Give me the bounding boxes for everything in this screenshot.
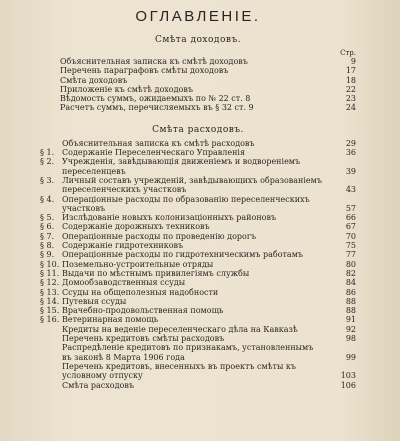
toc-entry-text: Содержаніе гидротехниковъ <box>62 241 184 251</box>
page-column-header-row <box>40 49 356 57</box>
toc-entry-page: 18 <box>345 75 356 85</box>
toc-entry-number: § 2. <box>40 157 55 167</box>
toc-entry-number: § 13. <box>40 287 60 297</box>
toc-entry-text: Содержаніе дорожныхъ техниковъ <box>62 222 210 232</box>
toc-entry <box>40 288 356 297</box>
toc-entry-page: 67 <box>345 222 356 232</box>
section-title: Смѣта расходовъ. <box>152 124 244 135</box>
section-expenses <box>40 125 356 390</box>
toc-entry-text: Операціонные расходы по гидротехническимъ работамъ <box>62 250 304 260</box>
toc-entry-text: Смѣта расходовъ <box>62 380 134 390</box>
toc-entry-text: Операціонные расходы по образованію переселенческихъ участковъ <box>62 194 310 213</box>
toc-entry-number: § 3. <box>40 175 55 185</box>
toc-list-expenses <box>40 139 356 390</box>
toc-entry-number: § 6. <box>40 222 55 232</box>
toc-entry <box>40 222 356 231</box>
toc-entry-text: Объяснительная записка къ смѣтѣ доходовъ <box>60 57 248 66</box>
section-title: Смѣта доходовъ. <box>154 35 242 45</box>
toc-entry-page: 17 <box>345 66 356 76</box>
toc-entry <box>40 260 356 269</box>
toc-entry-text: Личный составъ учрежденій, завѣдывающихъ образованіемъ переселенческихъ участковъ <box>62 175 322 195</box>
toc-entry-text: Поземельно-устроительные отряды <box>62 259 214 269</box>
toc-entry-page: 106 <box>340 380 356 390</box>
toc-entry-page: 24 <box>345 103 356 113</box>
toc-entry-text: Вѣдомость суммъ, ожидаемыхъ по № 22 ст. 8 <box>60 94 251 104</box>
toc-entry-text: Распредѣленіе кредитовъ по признакамъ, установленнымъ въ законѣ 8 Марта 1906 года <box>62 343 314 362</box>
toc-entry <box>40 176 356 195</box>
section-income <box>40 35 356 113</box>
toc-entry <box>40 269 356 278</box>
toc-entry-page: 99 <box>345 352 356 362</box>
toc-entry-page: 9 <box>350 57 356 66</box>
toc-entry-text: Объяснительная записка къ смѣтѣ расходовъ <box>62 138 255 148</box>
toc-entry-text: Смѣта доходовъ <box>60 75 128 85</box>
toc-entry-number: § 11. <box>40 268 60 278</box>
toc-entry-text: Ветеринарная помощь <box>62 315 159 325</box>
toc-entry-page: 23 <box>345 94 356 104</box>
toc-entry-page: 22 <box>345 84 356 94</box>
toc-entry-text: Путевыя ссуды <box>62 296 127 306</box>
toc-entry-number: § 9. <box>40 250 55 260</box>
toc-entry-number: § 16. <box>40 315 60 325</box>
toc-entry <box>40 297 356 306</box>
toc-entry <box>40 250 356 259</box>
toc-entry <box>40 241 356 250</box>
toc-entry-page: 92 <box>345 324 356 334</box>
toc-entry <box>40 195 356 214</box>
toc-entry-page: 88 <box>345 296 356 306</box>
toc-entry-number: § 14. <box>40 296 60 306</box>
toc-entry-page: 82 <box>345 268 356 278</box>
toc-entry-text: Перечень кредитовъ, внесенныхъ въ проектъ смѣты къ условному отпуску <box>62 361 296 381</box>
toc-entry-page: 75 <box>345 241 356 251</box>
toc-entry-text: Расчетъ суммъ, перечисляемыхъ въ § 32 ст. 9 <box>60 103 254 113</box>
toc-entry-text: Выдачи по мѣстнымъ привилегіямъ службы <box>62 268 250 278</box>
toc-entry <box>40 148 356 157</box>
toc-entry <box>40 94 356 103</box>
toc-entry-number: § 10. <box>40 259 60 269</box>
toc-entry-number: § 4. <box>40 194 55 204</box>
toc-entry-page: 39 <box>345 166 356 176</box>
toc-entry <box>40 278 356 287</box>
toc-entry-text: Содержаніе Переселенческаго Управленія <box>62 148 246 158</box>
toc-entry-page: 57 <box>345 203 356 213</box>
toc-entry-text: Учрежденія, завѣдывающія движеніемъ и водвореніемъ переселенцевъ <box>62 157 301 176</box>
toc-entry-text: Приложеніе къ смѣтѣ доходовъ <box>60 84 193 94</box>
toc-entry-text: Ссуды на общеполезныя надобности <box>62 287 219 297</box>
page-column-header: Стр. <box>340 49 356 57</box>
toc-entry-text: Перечень параграфовъ смѣты доходовъ <box>60 66 229 76</box>
toc-entry-number: § 5. <box>40 213 55 223</box>
toc-entry <box>40 66 356 75</box>
toc-entry-page: 88 <box>345 306 356 316</box>
toc-entry <box>40 315 356 324</box>
document-title: ОГЛАВЛЕНІЕ. <box>135 8 261 25</box>
toc-entry-text: Врачебно-продовольственная помощь <box>62 306 224 316</box>
toc-entry-number: § 12. <box>40 278 60 288</box>
toc-entry-page: 84 <box>345 278 356 288</box>
toc-entry <box>40 139 356 148</box>
toc-entry-text: Перечень кредитовъ смѣты расходовъ <box>62 334 225 344</box>
toc-entry-page: 103 <box>340 371 356 381</box>
toc-entry <box>40 85 356 94</box>
toc-entry-text: Изслѣдованіе новыхъ колонизаціонныхъ районовъ <box>62 213 277 223</box>
toc-entry <box>40 213 356 222</box>
toc-entry-text: Домообзаводственныя ссуды <box>62 278 186 288</box>
toc-entry <box>40 343 356 362</box>
toc-entry-page: 36 <box>345 148 356 158</box>
toc-entry-number: § 15. <box>40 306 60 316</box>
toc-entry-number: § 8. <box>40 241 55 251</box>
toc-list-income <box>40 57 356 113</box>
toc-entry-page: 43 <box>345 185 356 195</box>
toc-entry-page: 86 <box>345 287 356 297</box>
toc-entry-number: § 1. <box>40 148 55 158</box>
toc-entry <box>40 232 356 241</box>
toc-entry-page: 70 <box>345 231 356 241</box>
toc-entry <box>40 103 356 112</box>
toc-entry <box>40 57 356 66</box>
toc-entry <box>40 334 356 343</box>
toc-entry <box>40 157 356 176</box>
toc-entry <box>40 325 356 334</box>
toc-entry <box>40 362 356 381</box>
toc-entry <box>40 306 356 315</box>
toc-entry-page: 80 <box>345 259 356 269</box>
toc-entry <box>40 76 356 85</box>
toc-entry <box>40 381 356 390</box>
toc-entry-page: 91 <box>345 315 356 325</box>
toc-entry-text: Операціонные расходы по проведенію дорогъ <box>62 231 257 241</box>
toc-entry-page: 98 <box>345 334 356 344</box>
toc-entry-page: 66 <box>345 213 356 223</box>
toc-entry-page: 77 <box>345 250 356 260</box>
toc-entry-page: 29 <box>345 138 356 148</box>
toc-entry-text: Кредиты на веденіе переселенческаго дѣла на Кавказѣ <box>62 324 298 334</box>
toc-entry-number: § 7. <box>40 231 55 241</box>
